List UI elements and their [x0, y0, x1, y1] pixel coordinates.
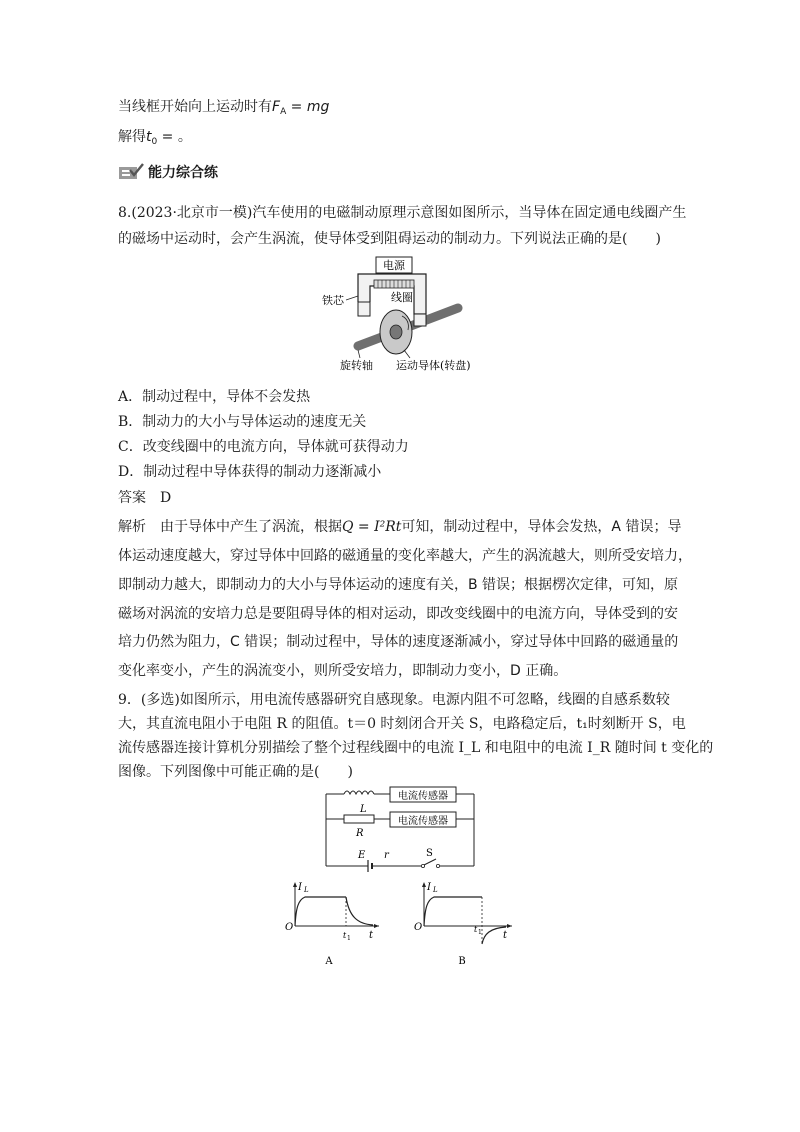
q8-line-1: 8.(2023·北京市一模)汽车使用的电磁制动原理示意图如图所示，当导体在固定通电线圈产生 [118, 205, 687, 221]
text: 可知，制动过程中，导体会发热，A 错误；导 [401, 519, 682, 535]
text: 当线框开始向上运动时有 [118, 99, 272, 115]
t1-label: t [474, 925, 478, 934]
resistor [344, 815, 374, 823]
text: = 。 [157, 129, 192, 145]
y-axis-label: I [298, 882, 302, 893]
text: 0 [151, 137, 158, 147]
internal-resistance-label: r [384, 850, 389, 861]
q8-option-b: B．制动力的大小与导体运动的速度无关 [118, 414, 367, 430]
q9-line-4: 图像。下列图像中可能正确的是( ) [118, 764, 353, 780]
explain-label: 解析 [118, 519, 146, 535]
t1-sub: 1 [347, 935, 351, 942]
equation-line-2 [118, 126, 192, 147]
brake-diagram [318, 254, 488, 372]
formula: Q = I²Rt [342, 519, 402, 535]
y-axis-sub: L [304, 886, 309, 894]
core-label: 铁芯 [322, 294, 344, 307]
section-heading [118, 162, 218, 182]
q8-explain-line-6: 变化率变小，产生的涡流变小，则所受安培力，即制动力变小，D 正确。 [118, 663, 568, 679]
inductor-coil [344, 791, 374, 794]
circuit-diagram [322, 786, 482, 872]
q8-option-d: D．制动过程中导体获得的制动力逐渐减小 [118, 464, 382, 480]
graph-b [412, 878, 516, 968]
resistor-label: R [356, 828, 364, 839]
q9-line-2: 大，其直流电阻小于电阻 R 的阻值。t＝0 时刻闭合开关 S，电路稳定后，t₁时刻断开 S，电 [118, 716, 686, 732]
q8-explain-line-2: 体运动速度越大，穿过导体中回路的磁通量的变化率越大，产生的涡流越大，则所受安培力， [118, 548, 692, 564]
decay-curve [346, 897, 373, 925]
switch-label: S [426, 848, 433, 859]
t1-label: t [343, 931, 347, 940]
equation-line-1 [118, 96, 329, 117]
text: t [146, 129, 152, 145]
x-axis-label: t [503, 930, 508, 941]
q9-line-1: 9．(多选)如图所示，用电流传感器研究自感现象。电源内阻不可忽略，线圈的自感系数较 [118, 692, 670, 708]
q8-explain-line-5: 培力仍然为阻力，C 错误；制动过程中，导体的速度逐渐减小，穿过导体中回路的磁通量的 [118, 634, 679, 650]
q9-line-3: 流传感器连接计算机分别描绘了整个过程线圈中的电流 I_L 和电阻中的电流 I_R 随时间 t 变化的 [118, 740, 714, 756]
x-axis-label: t [369, 930, 374, 941]
text: 解得 [118, 129, 146, 145]
current-curve [295, 897, 346, 926]
switch [424, 859, 436, 865]
q8-answer: 答案 D [118, 490, 172, 506]
sensor-1-label: 电流传感器 [398, 791, 448, 802]
current-curve [424, 897, 482, 926]
origin-label: O [285, 922, 294, 933]
y-axis-sub: L [433, 886, 438, 894]
y-axis-label: I [427, 882, 431, 893]
origin-label: O [414, 922, 423, 933]
checklist-icon [118, 163, 144, 181]
disk-label: 运动导体(转盘) [396, 359, 471, 372]
q8-option-a: A．制动过程中，导体不会发热 [118, 389, 311, 405]
text: = mg [286, 99, 330, 115]
sensor-2-label: 电流传感器 [398, 816, 448, 827]
text: 由于导体中产生了涡流，根据 [146, 519, 342, 535]
q8-explain-line-4: 磁场对涡流的安培力总是要阻碍导体的相对运动，即改变线圈中的电流方向，导体受到的安 [118, 606, 678, 622]
t1-sub: 1 [478, 929, 482, 936]
emf-label: E [358, 850, 366, 861]
q8-explain-line-3: 即制动力越大，即制动力的大小与导体运动的速度有关，B 错误；根据楞次定律，可知，原 [118, 577, 679, 593]
power-label: 电源 [383, 259, 405, 272]
q8-explain-line-1 [118, 516, 681, 536]
coil [374, 280, 414, 288]
coil-label: 线圈 [391, 291, 413, 304]
inductor-label: L [360, 804, 367, 815]
graph-a-label: A [325, 956, 333, 967]
graph-b-label: B [458, 956, 466, 967]
graph-a [283, 878, 383, 968]
q8-option-c: C．改变线圈中的电流方向，导体就可获得动力 [118, 439, 409, 455]
text: A [280, 107, 287, 117]
section-title: 能力综合练 [148, 165, 218, 181]
text: F [272, 99, 281, 115]
shaft-label: 旋转轴 [340, 359, 373, 372]
q8-line-2: 的磁场中运动时，会产生涡流，使导体受到阻碍运动的制动力。下列说法正确的是( ) [118, 231, 661, 247]
